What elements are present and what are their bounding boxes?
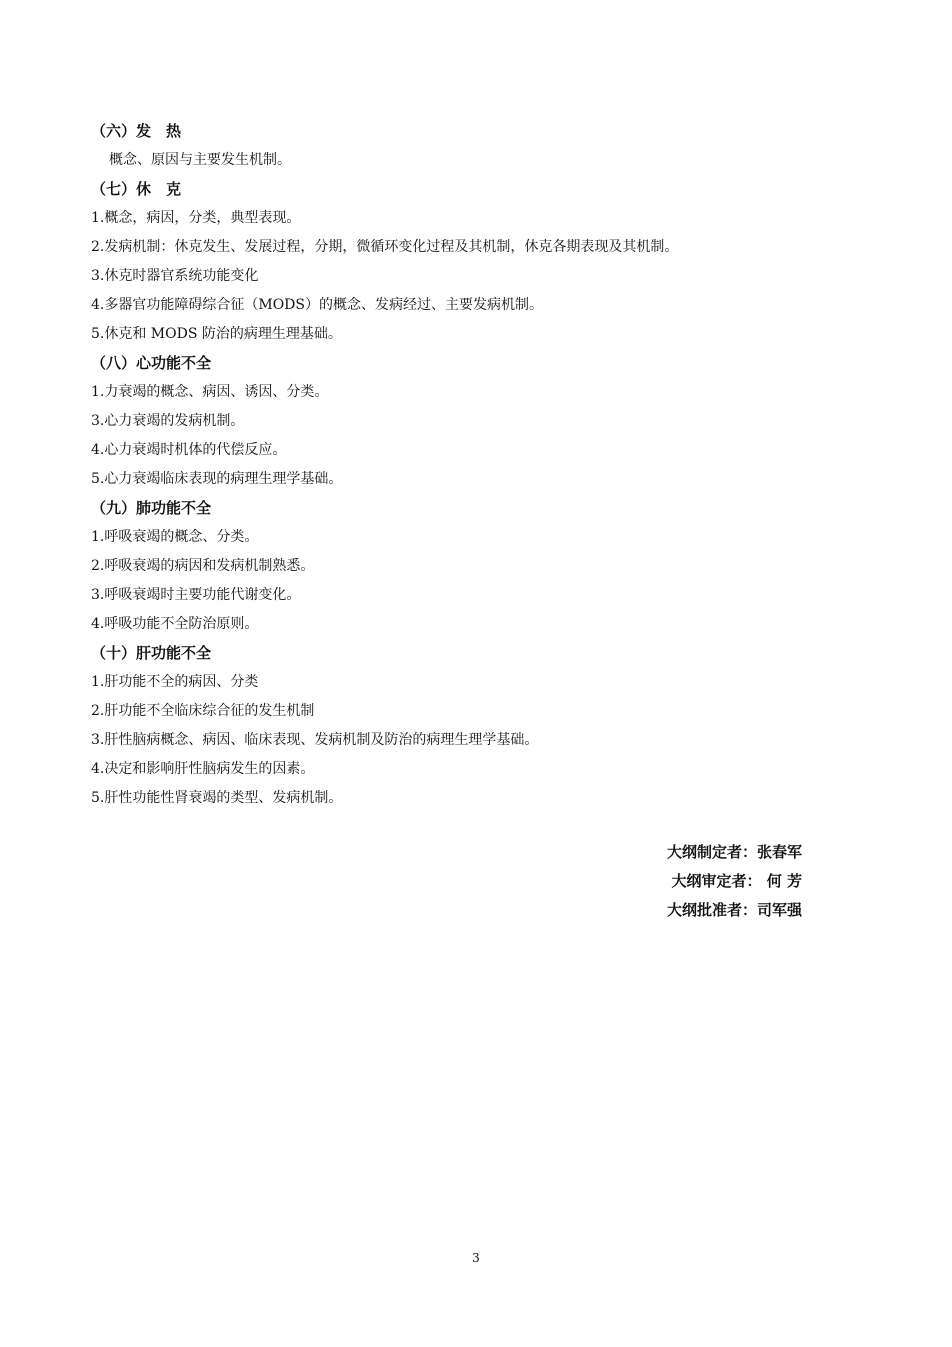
- list-item: 2.肝功能不全临床综合征的发生机制: [91, 703, 315, 719]
- list-item: 5.心力衰竭临床表现的病理生理学基础。: [91, 471, 343, 487]
- section-heading-liver-failure: （十）肝功能不全: [91, 644, 212, 662]
- section-heading-heart-failure: （八）心功能不全: [91, 354, 212, 372]
- list-item: 5.休克和 MODS 防治的病理生理基础。: [91, 326, 342, 342]
- section-heading-shock: （七）休 克: [91, 180, 182, 198]
- approver-signature: 大纲批准者：司军强: [666, 901, 802, 919]
- list-item: 3.休克时器官系统功能变化: [91, 268, 259, 284]
- list-item: 概念、原因与主要发生机制。: [109, 152, 291, 168]
- list-item: 3.心力衰竭的发病机制。: [91, 413, 245, 429]
- section-heading-fever: （六）发 热: [91, 122, 182, 140]
- list-item: 5.肝性功能性肾衰竭的类型、发病机制。: [91, 790, 343, 806]
- document-body: [91, 117, 851, 813]
- list-item: 3.呼吸衰竭时主要功能代谢变化。: [91, 587, 301, 603]
- list-item: 4.决定和影响肝性脑病发生的因素。: [91, 761, 315, 777]
- list-item: 1.概念，病因，分类，典型表现。: [91, 210, 301, 226]
- page-number: 3: [472, 1251, 480, 1265]
- reviewer-signature: 大纲审定者： 何 芳: [671, 872, 802, 890]
- drafter-signature: 大纲制定者：张春军: [666, 843, 802, 861]
- list-item: 4.心力衰竭时机体的代偿反应。: [91, 442, 287, 458]
- list-item: 4.多器官功能障碍综合征（MODS）的概念、发病经过、主要发病机制。: [91, 297, 543, 313]
- section-heading-lung-failure: （九）肺功能不全: [91, 499, 212, 517]
- list-item: 2.发病机制：休克发生、发展过程，分期，微循环变化过程及其机制，休克各期表现及其机制。: [91, 239, 679, 255]
- list-item: 1.力衰竭的概念、病因、诱因、分类。: [91, 384, 329, 400]
- list-item: 1.肝功能不全的病因、分类: [91, 674, 259, 690]
- list-item: 3.肝性脑病概念、病因、临床表现、发病机制及防治的病理生理学基础。: [91, 732, 539, 748]
- list-item: 1.呼吸衰竭的概念、分类。: [91, 529, 259, 545]
- list-item: 4.呼吸功能不全防治原则。: [91, 616, 259, 632]
- signature-block: [667, 838, 802, 925]
- list-item: 2.呼吸衰竭的病因和发病机制熟悉。: [91, 558, 315, 574]
